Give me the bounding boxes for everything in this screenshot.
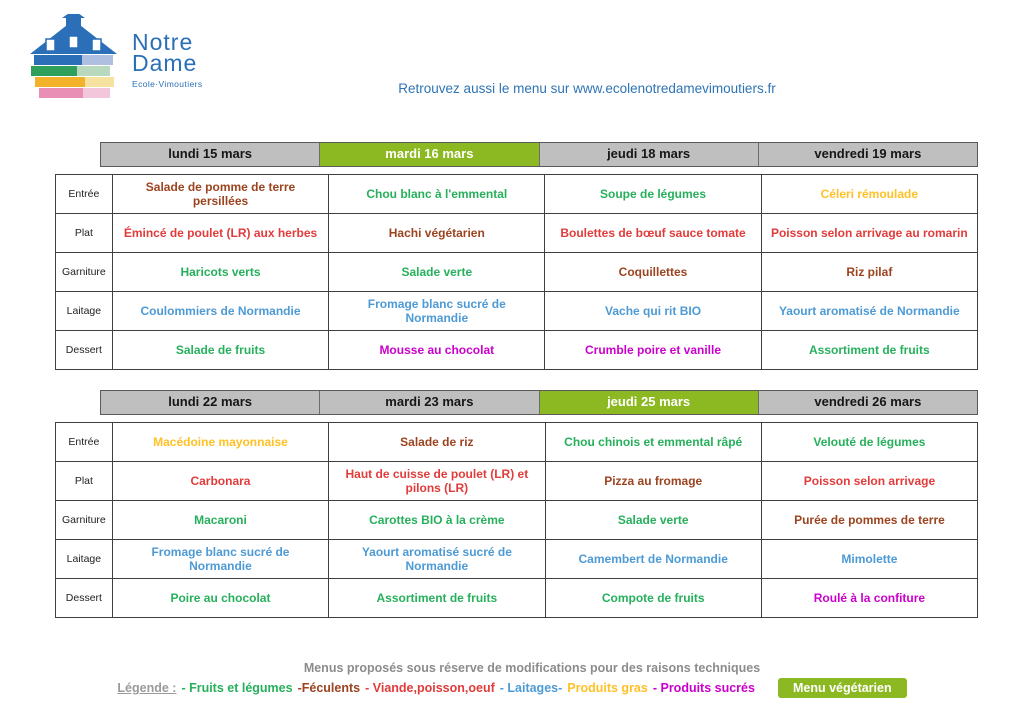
menu-cell: Fromage blanc sucré de Normandie xyxy=(329,292,545,331)
day-header-cell: vendredi 19 mars xyxy=(759,143,977,166)
category-label: Laitage xyxy=(56,540,113,579)
menu-cell: Macédoine mayonnaise xyxy=(112,423,328,462)
menu-cell: Salade de pomme de terre persillées xyxy=(112,175,328,214)
category-label: Entrée xyxy=(56,423,113,462)
legend-line xyxy=(0,678,1024,698)
day-header-cell: jeudi 25 mars xyxy=(540,391,759,414)
category-label: Laitage xyxy=(56,292,113,331)
footer-note: Menus proposés sous réserve de modifications pour des raisons techniques xyxy=(303,661,761,675)
legend-label: Légende : xyxy=(117,681,177,695)
table-row xyxy=(56,214,978,253)
menu-cell: Haut de cuisse de poulet (LR) et pilons (LR) xyxy=(329,462,545,501)
legend-item: - Laitages- xyxy=(499,681,563,695)
day-header-cell: mardi 23 mars xyxy=(320,391,539,414)
menu-cell: Crumble poire et vanille xyxy=(545,331,761,370)
day-header-cell: lundi 22 mars xyxy=(101,391,320,414)
menu-cell: Fromage blanc sucré de Normandie xyxy=(112,540,328,579)
vegetarian-menu-button[interactable]: Menu végétarien xyxy=(778,678,907,698)
category-label: Plat xyxy=(56,214,113,253)
menu-cell: Vache qui rit BIO xyxy=(545,292,761,331)
table-row xyxy=(56,501,978,540)
menu-cell: Salade verte xyxy=(545,501,761,540)
table-row xyxy=(56,579,978,618)
legend-item: -Féculents xyxy=(297,681,361,695)
menu-cell: Macaroni xyxy=(112,501,328,540)
table-row xyxy=(56,462,978,501)
day-header-row xyxy=(100,142,978,167)
menu-cell: Velouté de légumes xyxy=(761,423,977,462)
table-row xyxy=(56,423,978,462)
category-label: Garniture xyxy=(56,253,113,292)
menu-cell: Roulé à la confiture xyxy=(761,579,977,618)
menu-cell: Poisson selon arrivage xyxy=(761,462,977,501)
menu-cell: Assortiment de fruits xyxy=(329,579,545,618)
menu-cell: Camembert de Normandie xyxy=(545,540,761,579)
legend-item: - Produits sucrés xyxy=(652,681,755,695)
logo-subtitle: Ecole·Vimoutiers xyxy=(132,79,203,90)
day-header-cell: vendredi 26 mars xyxy=(759,391,977,414)
logo-title-line2: Dame xyxy=(132,50,198,77)
day-header-cell: jeudi 18 mars xyxy=(540,143,759,166)
menu-cell: Soupe de légumes xyxy=(545,175,761,214)
menu-cell: Coquillettes xyxy=(545,253,761,292)
menu-cell: Haricots verts xyxy=(112,253,328,292)
menu-cell: Poisson selon arrivage au romarin xyxy=(761,214,977,253)
table-row xyxy=(56,253,978,292)
menu-cell: Carbonara xyxy=(112,462,328,501)
menu-cell: Hachi végétarien xyxy=(329,214,545,253)
day-header-cell: lundi 15 mars xyxy=(101,143,320,166)
menu-cell: Chou blanc à l'emmental xyxy=(329,175,545,214)
menu-cell: Poire au chocolat xyxy=(112,579,328,618)
category-label: Dessert xyxy=(56,331,113,370)
menu-cell: Compote de fruits xyxy=(545,579,761,618)
menu-table xyxy=(55,174,978,370)
day-header-row xyxy=(100,390,978,415)
menu-cell: Mousse au chocolat xyxy=(329,331,545,370)
menu-cell: Yaourt aromatisé sucré de Normandie xyxy=(329,540,545,579)
menu-cell: Carottes BIO à la crème xyxy=(329,501,545,540)
table-row xyxy=(56,331,978,370)
menu-cell: Assortiment de fruits xyxy=(761,331,977,370)
category-label: Garniture xyxy=(56,501,113,540)
legend-items xyxy=(181,681,755,695)
menu-cell: Riz pilaf xyxy=(761,253,977,292)
menu-cell: Salade de riz xyxy=(329,423,545,462)
week-table-1 xyxy=(55,142,978,370)
menu-cell: Yaourt aromatisé de Normandie xyxy=(761,292,977,331)
menu-cell: Salade verte xyxy=(329,253,545,292)
menu-cell: Salade de fruits xyxy=(112,331,328,370)
menu-cell: Coulommiers de Normandie xyxy=(112,292,328,331)
table-row xyxy=(56,292,978,331)
day-header-cell: mardi 16 mars xyxy=(320,143,539,166)
menu-cell: Émincé de poulet (LR) aux herbes xyxy=(112,214,328,253)
category-label: Plat xyxy=(56,462,113,501)
logo-title-line1: Notre xyxy=(132,29,194,55)
table-row xyxy=(56,175,978,214)
category-label: Dessert xyxy=(56,579,113,618)
legend-item: - Viande,poisson,oeuf xyxy=(365,681,495,695)
menu-cell: Pizza au fromage xyxy=(545,462,761,501)
menu-table xyxy=(55,422,978,618)
menu-cell: Mimolette xyxy=(761,540,977,579)
website-link[interactable]: Retrouvez aussi le menu sur www.ecolenotredamevimoutiers.fr xyxy=(398,81,776,96)
footer xyxy=(0,661,1024,698)
menu-cell: Purée de pommes de terre xyxy=(761,501,977,540)
menu-cell: Boulettes de bœuf sauce tomate xyxy=(545,214,761,253)
menu-cell: Céleri rémoulade xyxy=(761,175,977,214)
category-label: Entrée xyxy=(56,175,113,214)
week-table-2 xyxy=(55,390,978,618)
table-row xyxy=(56,540,978,579)
legend-item: - Fruits et légumes xyxy=(181,681,293,695)
menu-cell: Chou chinois et emmental râpé xyxy=(545,423,761,462)
legend-item: Produits gras xyxy=(567,681,648,695)
